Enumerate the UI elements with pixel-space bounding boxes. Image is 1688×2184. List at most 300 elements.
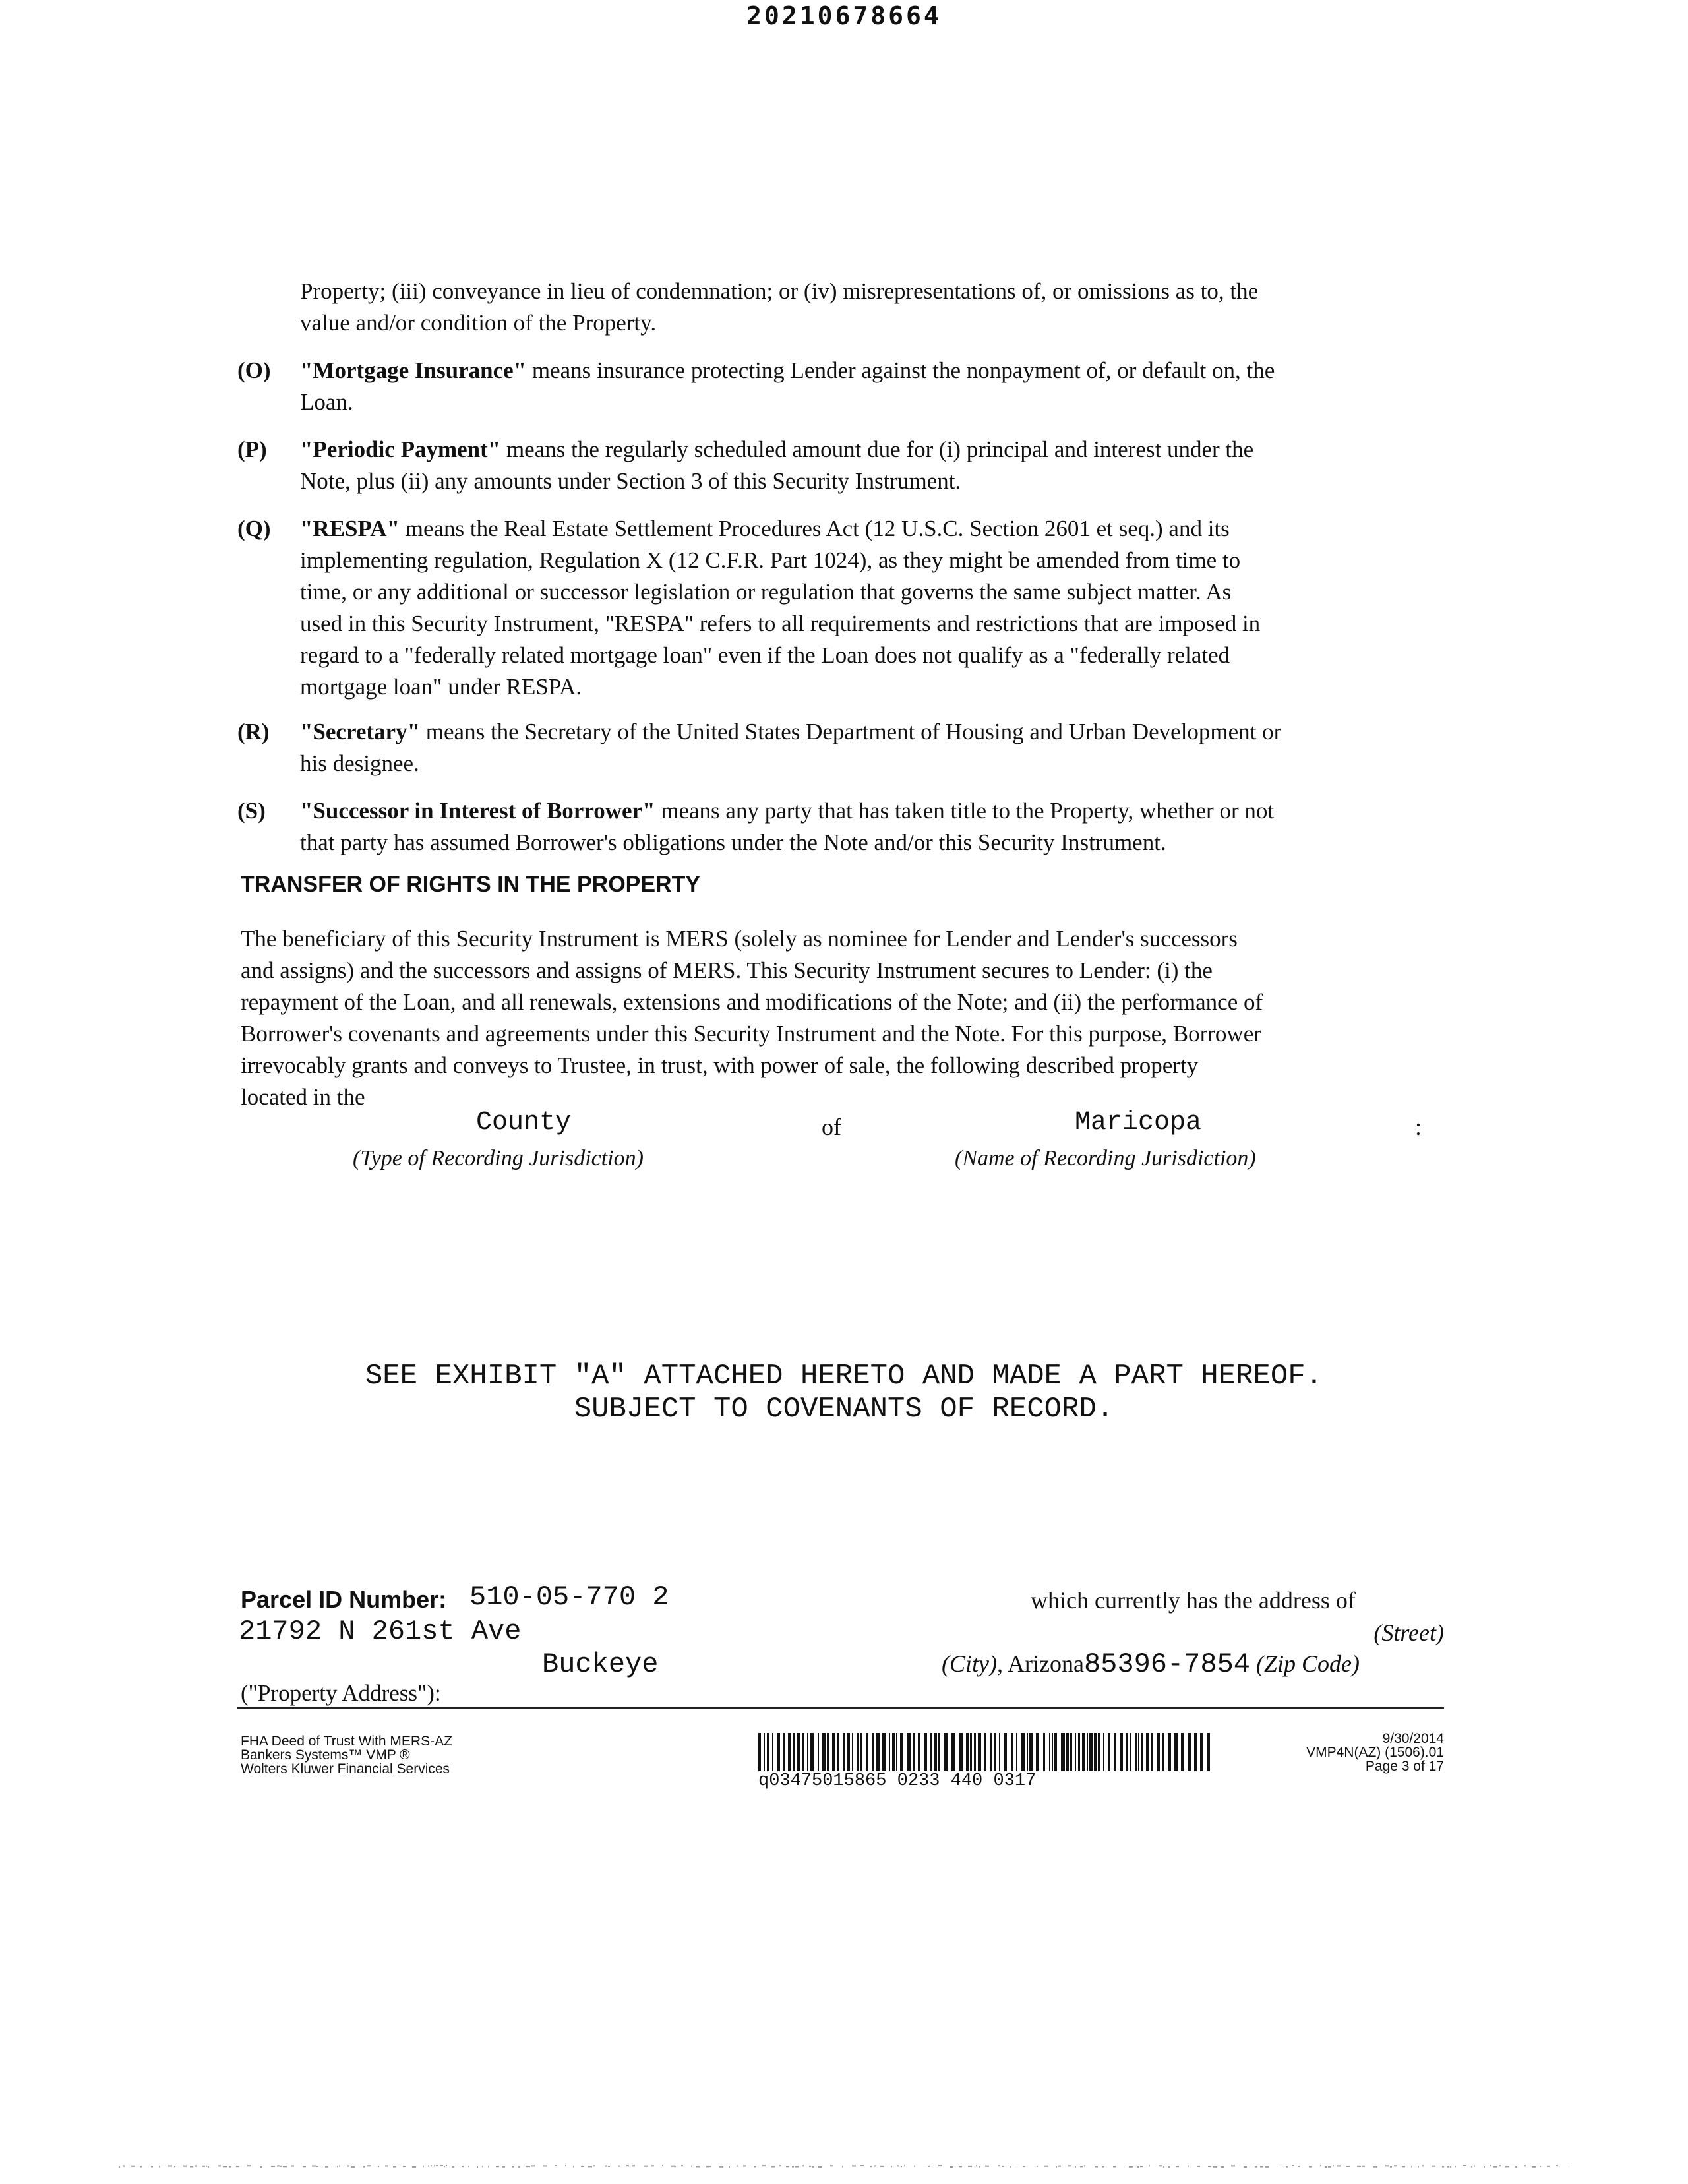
scan-speck xyxy=(1463,2165,1466,2166)
barcode-bar xyxy=(1078,1733,1080,1771)
scan-speck xyxy=(1484,2166,1485,2168)
scan-speck xyxy=(1168,2166,1170,2168)
definition-q xyxy=(237,513,1444,703)
address-intro: which currently has the address of xyxy=(1031,1587,1356,1614)
barcode-bar xyxy=(857,1733,859,1771)
scan-speck xyxy=(1260,2166,1263,2167)
barcode-bar xyxy=(1200,1733,1203,1771)
intro-line: Property; (iii) conveyance in lieu of condemnation; or (iv) misrepresentations of, or omissions as to, the xyxy=(300,278,1259,304)
definition-label: (S) xyxy=(237,798,266,824)
definition-term: "Successor in Interest of Borrower" xyxy=(300,798,655,824)
barcode-bar xyxy=(1130,1733,1131,1771)
exhibit-line: SEE EXHIBIT "A" ATTACHED HERETO AND MADE A PART HEREOF. xyxy=(365,1360,1323,1393)
scan-speck xyxy=(959,2166,962,2167)
barcode-bar xyxy=(1207,1733,1210,1771)
scan-speck xyxy=(795,2166,799,2168)
scan-speck xyxy=(786,2166,789,2167)
scan-speck xyxy=(830,2165,833,2166)
intro-paragraph xyxy=(300,276,1447,339)
footer-left-line: Bankers Systems™ VMP ® xyxy=(241,1747,410,1763)
scan-speck xyxy=(423,2166,424,2167)
barcode-bar xyxy=(777,1733,780,1771)
scan-speck xyxy=(1505,2166,1509,2167)
barcode-bar xyxy=(994,1733,996,1771)
scan-speck xyxy=(555,2165,557,2166)
definition-r xyxy=(237,716,1444,779)
scan-speck xyxy=(325,2166,328,2168)
barcode-bar xyxy=(934,1733,937,1771)
scan-speck xyxy=(206,2166,207,2167)
jurisdiction-name-caption: (Name of Recording Jurisdiction) xyxy=(955,1146,1256,1170)
scan-speck xyxy=(303,2166,306,2167)
city-caption: (City), xyxy=(942,1651,1003,1677)
barcode-bar xyxy=(1157,1733,1160,1771)
scan-speck xyxy=(914,2166,915,2167)
scan-speck xyxy=(543,2165,547,2166)
scan-speck xyxy=(928,2166,930,2167)
scan-speck xyxy=(518,2166,520,2168)
scan-speck xyxy=(236,2166,239,2167)
scan-speck xyxy=(1084,2165,1085,2166)
scan-speck xyxy=(512,2166,514,2168)
scan-speck xyxy=(1385,2165,1389,2166)
barcode-bar xyxy=(1089,1733,1093,1771)
scan-speck xyxy=(337,2166,338,2167)
scan-speck xyxy=(852,2165,856,2166)
barcode-bar xyxy=(802,1733,804,1771)
barcode-bar xyxy=(970,1733,972,1771)
scan-speck xyxy=(482,2166,483,2167)
scan-speck xyxy=(1333,2165,1334,2166)
scan-speck xyxy=(351,2166,355,2168)
scan-speck xyxy=(291,2165,294,2166)
scan-speck xyxy=(526,2166,530,2167)
scan-speck xyxy=(618,2166,620,2167)
scan-speck xyxy=(1337,2165,1341,2166)
scan-speck xyxy=(260,2166,262,2168)
parcel-id-label: Parcel ID Number: xyxy=(241,1586,447,1613)
scan-speck xyxy=(1095,2166,1098,2168)
scan-speck xyxy=(531,2165,535,2166)
scan-speck xyxy=(1176,2166,1179,2167)
scan-speck xyxy=(1490,2165,1491,2166)
scan-speck xyxy=(696,2166,700,2167)
scan-speck xyxy=(151,2166,153,2167)
barcode-bar xyxy=(767,1733,769,1771)
barcode-bar xyxy=(852,1733,853,1771)
barcode-bar xyxy=(1066,1733,1069,1771)
barcode-bar xyxy=(974,1733,976,1771)
definition-label: (Q) xyxy=(237,516,271,541)
city-state-zip xyxy=(942,1649,1360,1680)
scan-speck xyxy=(792,2166,794,2167)
scan-speck xyxy=(1373,2166,1377,2168)
scan-speck xyxy=(1556,2165,1558,2166)
scan-speck xyxy=(312,2166,316,2167)
barcode-bar xyxy=(1194,1733,1197,1771)
scan-speck xyxy=(681,2165,683,2166)
scan-speck xyxy=(468,2166,469,2167)
scan-speck xyxy=(168,2165,172,2166)
footer-left-line: FHA Deed of Trust With MERS-AZ xyxy=(241,1734,452,1749)
scan-speck xyxy=(754,2166,756,2167)
scan-speck xyxy=(897,2165,899,2166)
scan-speck xyxy=(938,2165,942,2166)
barcode-bar xyxy=(1151,1733,1153,1771)
scan-speck xyxy=(691,2166,692,2167)
barcode-bar xyxy=(951,1733,955,1771)
barcode-bar xyxy=(1004,1733,1007,1771)
scan-speck xyxy=(159,2166,160,2167)
barcode-bar xyxy=(924,1733,927,1771)
scan-speck xyxy=(271,2166,275,2167)
definition-line: Loan. xyxy=(300,389,353,415)
scan-speck xyxy=(737,2166,738,2167)
scan-speck xyxy=(860,2165,864,2166)
barcode-bar xyxy=(866,1733,868,1771)
scan-speck xyxy=(979,2166,980,2168)
scan-speck xyxy=(119,2166,120,2168)
scan-speck xyxy=(1357,2166,1361,2167)
scan-speck xyxy=(719,2166,723,2168)
street-caption: (Street) xyxy=(1373,1620,1444,1646)
footer-page-number: Page 3 of 17 xyxy=(1365,1759,1444,1774)
scan-speck xyxy=(818,2166,822,2168)
barcode-bar xyxy=(966,1733,969,1771)
barcode-bar xyxy=(889,1733,890,1771)
scan-speck xyxy=(428,2166,429,2167)
scan-speck xyxy=(434,2165,435,2166)
scan-speck xyxy=(347,2165,349,2166)
scan-speck xyxy=(1286,2166,1288,2168)
scan-speck xyxy=(950,2166,953,2168)
barcode-bar xyxy=(944,1733,948,1771)
scan-speck xyxy=(1159,2165,1162,2166)
barcode-bar xyxy=(797,1733,800,1771)
barcode-bar xyxy=(918,1733,920,1771)
scan-speck xyxy=(280,2166,282,2167)
barcode-bar xyxy=(1114,1733,1116,1771)
barcode-bar xyxy=(984,1733,986,1771)
property-address-label: ("Property Address"): xyxy=(241,1680,441,1706)
definition-label: (O) xyxy=(237,357,271,383)
scan-speck xyxy=(446,2165,447,2166)
barcode-bar xyxy=(1043,1733,1045,1771)
scan-speck xyxy=(901,2166,902,2167)
transfer-paragraph xyxy=(241,923,1447,1113)
scan-speck xyxy=(1140,2166,1143,2167)
scan-speck xyxy=(1292,2165,1294,2166)
jurisdiction-name-value: Maricopa xyxy=(1075,1108,1202,1138)
scan-speck xyxy=(628,2165,629,2166)
barcode-bar xyxy=(1070,1733,1072,1771)
scan-speck xyxy=(762,2165,766,2166)
barcode-bar xyxy=(900,1733,903,1771)
scan-speck xyxy=(626,2165,628,2166)
scan-speck xyxy=(1137,2166,1139,2168)
barcode-bar xyxy=(1103,1733,1104,1771)
definition-s xyxy=(237,795,1444,859)
scan-speck xyxy=(247,2165,251,2166)
scan-speck xyxy=(208,2166,209,2168)
scan-speck xyxy=(1362,2166,1365,2167)
scan-speck xyxy=(729,2166,730,2168)
intro-line: value and/or condition of the Property. xyxy=(300,310,657,336)
scan-speck xyxy=(608,2166,610,2167)
scan-speck xyxy=(1390,2166,1392,2168)
scan-speck xyxy=(183,2166,187,2167)
scan-speck xyxy=(581,2166,584,2167)
document-number: 20210678664 xyxy=(746,1,942,30)
barcode-bar xyxy=(788,1733,791,1771)
transfer-line: repayment of the Loan, and all renewals, extensions and modifications of the Note; and (ii) the performance of xyxy=(241,989,1263,1015)
transfer-heading: TRANSFER OF RIGHTS IN THE PROPERTY xyxy=(241,872,701,897)
definition-p xyxy=(237,434,1444,497)
scan-speck xyxy=(968,2166,972,2167)
scan-speck xyxy=(1532,2166,1536,2168)
state-value: Arizona xyxy=(1008,1651,1084,1677)
scan-speck xyxy=(802,2165,804,2166)
definition-line: that party has assumed Borrower's obligations under the Note and/or this Security Instrument. xyxy=(300,830,1166,855)
barcode-bar xyxy=(872,1733,874,1771)
barcode-bar xyxy=(1138,1733,1139,1771)
scan-speck xyxy=(1056,2166,1057,2168)
scan-speck xyxy=(393,2166,396,2168)
scan-speck xyxy=(1002,2166,1004,2167)
scan-speck xyxy=(123,2166,125,2167)
parcel-id-value: 510-05-770 2 xyxy=(469,1581,669,1613)
barcode xyxy=(758,1733,1213,1771)
scan-speck xyxy=(1102,2166,1104,2168)
scan-speck xyxy=(1208,2166,1211,2167)
barcode-bar xyxy=(959,1733,963,1771)
scan-speck xyxy=(431,2165,432,2166)
barcode-bar xyxy=(913,1733,915,1771)
scan-speck xyxy=(1547,2166,1550,2167)
barcode-bar xyxy=(999,1733,1000,1771)
scan-speck xyxy=(378,2166,379,2167)
scan-speck xyxy=(229,2166,231,2168)
definition-line: means the Secretary of the United States Department of Housing and Urban Development or xyxy=(425,719,1282,744)
definition-line: used in this Security Instrument, "RESPA" refers to all requirements and restrictions that are imposed in xyxy=(300,611,1261,636)
barcode-bar xyxy=(764,1733,765,1771)
scan-speck xyxy=(1442,2166,1444,2168)
barcode-bar xyxy=(1188,1733,1191,1771)
scan-speck xyxy=(842,2166,843,2167)
scan-speck xyxy=(283,2166,287,2167)
transfer-line: irrevocably grants and conveys to Trustee, in trust, with power of sale, the following described property xyxy=(241,1052,1199,1078)
definition-term: "Mortgage Insurance" xyxy=(300,357,527,383)
scan-speck xyxy=(223,2166,227,2167)
barcode-bar xyxy=(1146,1733,1149,1771)
scan-speck xyxy=(1474,2166,1475,2167)
barcode-bar xyxy=(896,1733,897,1771)
barcode-bar xyxy=(1082,1733,1085,1771)
scan-speck xyxy=(1320,2165,1321,2166)
scan-speck xyxy=(1411,2166,1412,2167)
scan-speck xyxy=(1325,2166,1327,2168)
scan-speck xyxy=(870,2166,872,2167)
definition-line: Note, plus (ii) any amounts under Section 3 of this Security Instrument. xyxy=(300,468,961,494)
footer-right xyxy=(1253,1732,1444,1773)
scan-speck xyxy=(339,2166,340,2167)
scan-speck xyxy=(440,2165,443,2166)
footer-date: 9/30/2014 xyxy=(1382,1731,1444,1746)
barcode-bar xyxy=(1120,1733,1123,1771)
barcode-bar xyxy=(1181,1733,1184,1771)
scan-speck xyxy=(403,2166,406,2167)
scan-speck xyxy=(1499,2165,1501,2166)
scan-speck xyxy=(1163,2166,1164,2168)
scan-speck xyxy=(1037,2166,1038,2167)
scan-speck xyxy=(605,2165,607,2166)
barcode-bar xyxy=(1016,1733,1017,1771)
barcode-bar xyxy=(1087,1733,1088,1771)
scan-speck xyxy=(812,2166,814,2168)
scan-speck xyxy=(367,2165,371,2166)
exhibit-line: SUBJECT TO COVENANTS OF RECORD. xyxy=(574,1393,1114,1426)
scan-speck xyxy=(632,2165,635,2166)
scan-speck xyxy=(588,2166,591,2167)
barcode-bar xyxy=(772,1733,773,1771)
scan-speck xyxy=(1010,2166,1011,2168)
definition-line: implementing regulation, Regulation X (12 C.F.R. Part 1024), as they might be amended from time to xyxy=(300,547,1241,573)
scan-speck xyxy=(1422,2165,1424,2166)
barcode-bar xyxy=(807,1733,808,1771)
scan-speck xyxy=(1455,2166,1456,2167)
scan-speck xyxy=(593,2165,595,2166)
scan-speck xyxy=(743,2165,746,2166)
definition-line: his designee. xyxy=(300,750,419,776)
scan-speck xyxy=(1394,2165,1397,2166)
scan-speck xyxy=(591,2166,592,2168)
scan-speck xyxy=(436,2165,438,2166)
scan-speck xyxy=(1524,2165,1526,2166)
scan-speck xyxy=(1450,2166,1451,2168)
barcode-bar xyxy=(810,1733,814,1771)
scan-speck xyxy=(1418,2166,1419,2167)
scan-speck xyxy=(452,2166,454,2168)
scan-speck xyxy=(573,2166,574,2167)
scan-speck xyxy=(1346,2166,1350,2167)
barcode-bar xyxy=(1135,1733,1137,1771)
definition-line: means the regularly scheduled amount due for (i) principal and interest under the xyxy=(506,437,1254,462)
scan-speck xyxy=(316,2166,318,2167)
barcode-bar xyxy=(822,1733,826,1771)
scan-speck xyxy=(190,2166,193,2167)
barcode-bar xyxy=(907,1733,911,1771)
barcode-bar xyxy=(1174,1733,1178,1771)
scan-speck xyxy=(1075,2166,1076,2168)
barcode-bar xyxy=(1162,1733,1164,1771)
scan-speck xyxy=(1540,2166,1541,2167)
scan-speck xyxy=(1213,2166,1217,2168)
scan-speck xyxy=(1231,2165,1235,2166)
barcode-bar xyxy=(847,1733,850,1771)
definition-line: means any party that has taken title to the Property, whether or not xyxy=(661,798,1275,824)
barcode-bar xyxy=(978,1733,981,1771)
footer-rule xyxy=(237,1707,1444,1709)
barcode-text: q03475015865 0233 440 0317 xyxy=(758,1771,1037,1791)
barcode-bar xyxy=(1141,1733,1143,1771)
barcode-bar xyxy=(882,1733,886,1771)
scan-speck xyxy=(706,2166,709,2167)
barcode-bar xyxy=(1108,1733,1110,1771)
scan-speck xyxy=(496,2166,499,2167)
scan-speck xyxy=(1298,2166,1300,2167)
definition-o xyxy=(237,355,1444,418)
footer-form-code: VMP4N(AZ) (1506).01 xyxy=(1306,1745,1444,1760)
jurisdiction-type-caption: (Type of Recording Jurisdiction) xyxy=(353,1146,644,1170)
footer-left xyxy=(241,1734,452,1776)
jurisdiction-of: of xyxy=(822,1114,841,1140)
barcode-bar xyxy=(1075,1733,1076,1771)
scan-speck xyxy=(1023,2166,1025,2167)
scan-speck xyxy=(976,2165,977,2166)
barcode-bar xyxy=(1061,1733,1065,1771)
scan-speck xyxy=(1129,2166,1133,2168)
scan-speck xyxy=(1493,2166,1497,2168)
barcode-bar xyxy=(1049,1733,1050,1771)
barcode-bar xyxy=(1126,1733,1128,1771)
barcode-bar xyxy=(837,1733,839,1771)
street-value: 21792 N 261st Ave xyxy=(239,1616,522,1647)
scan-speck xyxy=(1044,2166,1048,2167)
barcode-bar xyxy=(990,1733,992,1771)
transfer-line: located in the xyxy=(241,1084,365,1110)
city-value: Buckeye xyxy=(542,1649,659,1680)
scan-speck xyxy=(1265,2166,1269,2168)
scan-speck xyxy=(644,2166,648,2167)
zip-caption: (Zip Code) xyxy=(1256,1651,1360,1677)
definition-line: regard to a "federally related mortgage loan" even if the Loan does not qualify as a "federally related xyxy=(300,642,1230,668)
scan-speck xyxy=(174,2166,175,2167)
barcode-bar xyxy=(1094,1733,1097,1771)
scan-speck xyxy=(1149,2165,1150,2166)
transfer-line: and assigns) and the successors and assigns of MERS. This Security Instrument secures to Lender: (i) the xyxy=(241,957,1213,983)
scan-speck xyxy=(1447,2166,1449,2168)
barcode-bar xyxy=(1036,1733,1039,1771)
scan-speck xyxy=(880,2166,884,2167)
barcode-bar xyxy=(1168,1733,1171,1771)
definition-term: "Secretary" xyxy=(300,719,421,744)
barcode-bar xyxy=(1021,1733,1025,1771)
scan-artifact-line xyxy=(119,2164,1569,2168)
barcode-bar xyxy=(793,1733,795,1771)
barcode-bar xyxy=(827,1733,829,1771)
scan-speck xyxy=(385,2165,388,2166)
scan-speck xyxy=(202,2166,205,2167)
jurisdiction-colon: : xyxy=(1415,1114,1422,1140)
scan-speck xyxy=(1244,2166,1247,2168)
scan-speck xyxy=(444,2166,445,2167)
scan-speck xyxy=(502,2166,505,2168)
barcode-bar xyxy=(832,1733,835,1771)
scan-speck xyxy=(488,2166,489,2167)
definition-line: time, or any additional or successor legislation or regulation that governs the same subject matter. As xyxy=(300,579,1232,605)
definition-term: "Periodic Payment" xyxy=(300,437,501,462)
scan-speck xyxy=(779,2165,781,2166)
scan-speck xyxy=(998,2165,1000,2166)
scan-speck xyxy=(675,2166,676,2167)
barcode-bar xyxy=(930,1733,932,1771)
scan-speck xyxy=(1432,2166,1435,2167)
scan-speck xyxy=(1188,2166,1189,2167)
transfer-line: Borrower's covenants and agreements under this Security Instrument and the Note. For this purpose, Borrower xyxy=(241,1021,1261,1046)
barcode-bar xyxy=(1052,1733,1053,1771)
scan-speck xyxy=(1058,2166,1061,2167)
scan-speck xyxy=(1328,2166,1331,2168)
